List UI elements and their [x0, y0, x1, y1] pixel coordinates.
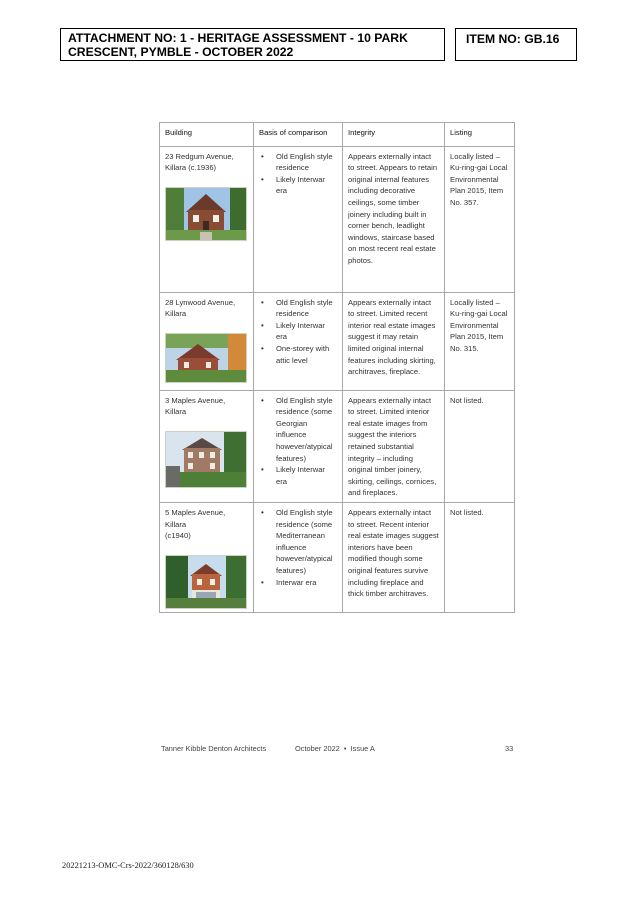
basis-cell	[254, 390, 343, 502]
house-photo-icon	[165, 431, 247, 488]
attachment-title	[60, 28, 445, 61]
basis-item: • Likely Interwar era	[259, 174, 337, 197]
basis-cell	[254, 146, 343, 292]
building-cell	[160, 292, 254, 390]
house-photo-icon	[165, 555, 247, 609]
footer-page-number: 33	[505, 744, 514, 753]
table-header-row	[160, 123, 515, 147]
footer-separator: •	[341, 744, 349, 753]
basis-item: • One-storey with attic level	[259, 343, 337, 366]
basis-list	[259, 395, 337, 488]
integrity-cell: Appears externally intact to street. Appears to retain original internal features including decorative ceilings, some timber joinery including built in corner bench, leadlight windows, staircase based on most recent real estate photos.	[343, 146, 445, 292]
basis-list	[259, 151, 337, 197]
building-address-line1: 23 Redgum Avenue,	[165, 151, 234, 161]
column-header-building: Building	[160, 123, 254, 147]
basis-item: • Likely Interwar era	[259, 464, 337, 487]
building-cell	[160, 390, 254, 502]
listing-cell: Not listed.	[445, 390, 515, 502]
attachment-title-line2: CRESCENT, PYMBLE - OCTOBER 2022	[68, 44, 294, 59]
building-address-line2: (c1940)	[165, 531, 191, 541]
attachment-title-line1: ATTACHMENT NO: 1 - HERITAGE ASSESSMENT - 10 PARK	[68, 31, 408, 45]
item-number: ITEM NO: GB.16	[455, 28, 577, 61]
integrity-cell: Appears externally intact to street. Recent interior real estate images suggest interiors have been modified though some original features survive including fireplace and thick timber architraves.	[343, 502, 445, 612]
table-row	[160, 502, 515, 612]
table-row	[160, 292, 515, 390]
basis-item: • Old English style residence (some Mediterranean influence however/atypical features)	[259, 507, 337, 577]
comparison-table	[159, 122, 515, 613]
basis-item: • Old English style residence (some Georgian influence however/atypical features)	[259, 395, 337, 465]
integrity-cell: Appears externally intact to street. Limited interior real estate images from suggest the interiors retained substantial integrity – including original timber joinery, skirting, ceilings, cornices, and fireplaces.	[343, 390, 445, 502]
listing-cell: Locally listed – Ku-ring-gai Local Environmental Plan 2015, Item No. 315.	[445, 292, 515, 390]
column-header-basis: Basis of comparison	[254, 123, 343, 147]
basis-list	[259, 297, 337, 367]
building-cell	[160, 502, 254, 612]
house-photo-icon	[165, 187, 247, 241]
footer-firm: Tanner Kibble Denton Architects	[161, 744, 267, 753]
house-photo-icon	[165, 333, 247, 383]
listing-cell: Not listed.	[445, 502, 515, 612]
footer-date-issue	[295, 744, 375, 753]
building-address-line1: 3 Maples Avenue, Killara	[165, 395, 226, 417]
table-row	[160, 390, 515, 502]
footer-date: October 2022	[295, 744, 340, 753]
column-header-integrity: Integrity	[343, 123, 445, 147]
building-address-line1: 28 Lynwood Avenue,	[165, 297, 236, 307]
integrity-cell: Appears externally intact to street. Limited recent interior real estate images suggest it may retain limited original internal features including skirting, architraves, fireplace.	[343, 292, 445, 390]
document-reference: 20221213-OMC-Crs-2022/360128/630	[62, 861, 194, 870]
table-row	[160, 146, 515, 292]
basis-item: • Old English style residence	[259, 297, 337, 320]
listing-cell: Locally listed – Ku-ring-gai Local Environmental Plan 2015, Item No. 357.	[445, 146, 515, 292]
basis-item: • Interwar era	[259, 577, 337, 589]
basis-list	[259, 507, 337, 588]
building-address-line2: Killara	[165, 309, 187, 319]
basis-cell	[254, 502, 343, 612]
building-address-line2: Killara (c.1936)	[165, 163, 217, 173]
basis-cell	[254, 292, 343, 390]
building-address-line1: 5 Maples Avenue, Killara	[165, 507, 226, 529]
building-cell	[160, 146, 254, 292]
footer-issue: Issue A	[350, 744, 375, 753]
basis-item: • Old English style residence	[259, 151, 337, 174]
basis-item: • Likely Interwar era	[259, 320, 337, 343]
column-header-listing: Listing	[445, 123, 515, 147]
